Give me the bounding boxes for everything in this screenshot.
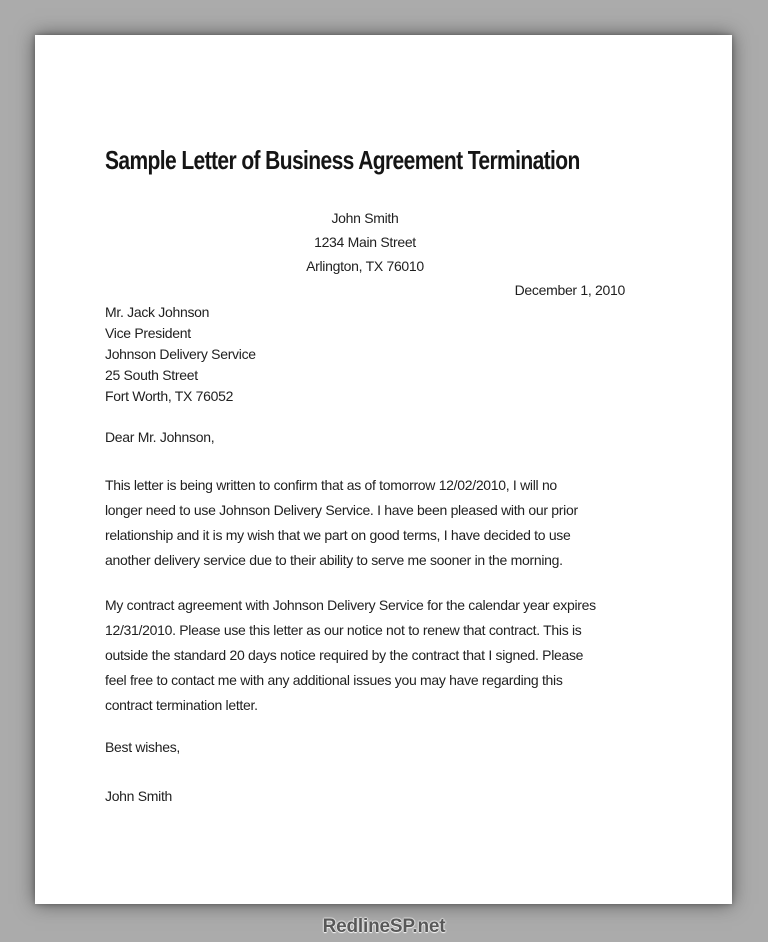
letter-page [35, 35, 732, 904]
recipient-street: 25 South Street [105, 367, 198, 383]
paragraph-line: My contract agreement with Johnson Delivery Service for the calendar year expires [105, 597, 596, 613]
sender-street: 1234 Main Street [314, 234, 416, 250]
sender-name: John Smith [331, 210, 399, 226]
paragraph-line: This letter is being written to confirm that as of tomorrow 12/02/2010, I will no [105, 477, 557, 493]
sender-city-state-zip: Arlington, TX 76010 [306, 258, 424, 274]
body-paragraph-2 [105, 593, 625, 718]
watermark: RedlineSP.net [322, 916, 446, 937]
closing: Best wishes, [105, 739, 180, 755]
paragraph-line: longer need to use Johnson Delivery Service. I have been pleased with our prior [105, 502, 578, 518]
recipient-city-state-zip: Fort Worth, TX 76052 [105, 388, 234, 404]
paragraph-line: feel free to contact me with any additional issues you may have regarding this [105, 672, 563, 688]
recipient-title: Vice President [105, 325, 191, 341]
recipient-company: Johnson Delivery Service [105, 346, 256, 362]
salutation: Dear Mr. Johnson, [105, 429, 215, 445]
paragraph-line: outside the standard 20 days notice required by the contract that I signed. Please [105, 647, 584, 663]
paragraph-line: contract termination letter. [105, 697, 258, 713]
letter-date: December 1, 2010 [514, 282, 625, 298]
recipient-name: Mr. Jack Johnson [105, 304, 210, 320]
paragraph-line: relationship and it is my wish that we part on good terms, I have decided to use [105, 527, 571, 543]
paragraph-line: another delivery service due to their ability to serve me sooner in the morning. [105, 552, 563, 568]
paragraph-line: 12/31/2010. Please use this letter as our notice not to renew that contract. This is [105, 622, 582, 638]
recipient-address-block [105, 302, 625, 407]
body-paragraph-1 [105, 473, 625, 573]
letter-title: Sample Letter of Business Agreement Termination [105, 146, 580, 175]
sender-address-block [105, 206, 625, 278]
signature-name: John Smith [105, 788, 173, 804]
